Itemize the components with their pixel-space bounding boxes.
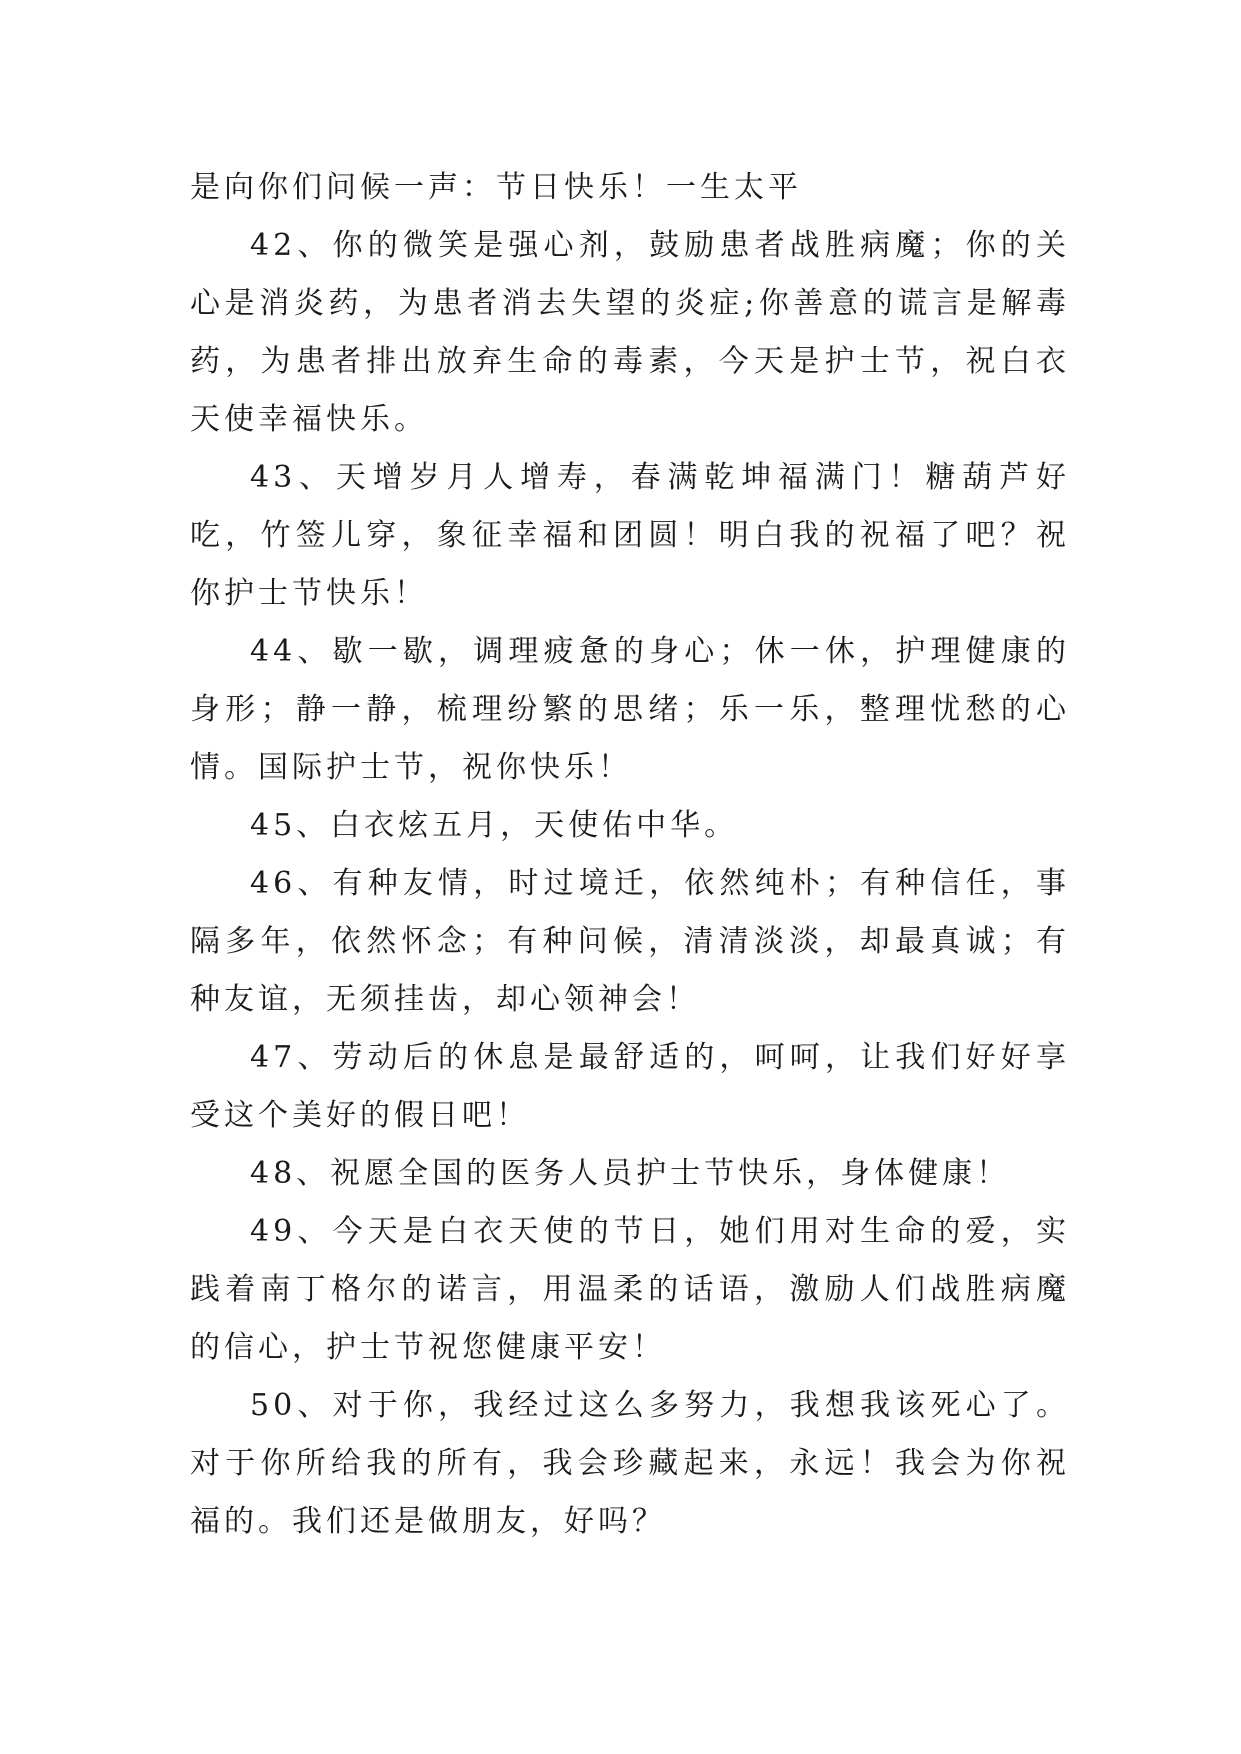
paragraph-47: 47、劳动后的休息是最舒适的，呵呵，让我们好好享受这个美好的假日吧！ bbox=[190, 1040, 1070, 1133]
paragraph-42: 42、你的微笑是强心剂，鼓励患者战胜病魔；你的关心是消炎药，为患者消去失望的炎症;你善意的谎言是解毒药，为患者排出放弃生命的毒素，今天是护士节，祝白衣天使幸福快乐。 bbox=[190, 228, 1070, 437]
paragraph-49: 49、今天是白衣天使的节日，她们用对生命的爱，实践着南丁格尔的诺言，用温柔的话语，激励人们战胜病魔的信心，护士节祝您健康平安！ bbox=[190, 1214, 1070, 1365]
paragraph-50: 50、对于你，我经过这么多努力，我想我该死心了。对于你所给我的所有，我会珍藏起来，永远！我会为你祝福的。我们还是做朋友，好吗？ bbox=[190, 1388, 1070, 1539]
paragraph-continuation: 是向你们问候一声：节日快乐！一生太平 bbox=[190, 170, 802, 205]
paragraph-46: 46、有种友情，时过境迁，依然纯朴；有种信任，事隔多年，依然怀念；有种问候，清清淡淡，却最真诚；有种友谊，无须挂齿，却心领神会！ bbox=[190, 866, 1070, 1017]
paragraph-48: 48、祝愿全国的医务人员护士节快乐，身体健康！ bbox=[250, 1156, 1011, 1191]
document-body bbox=[190, 159, 1070, 1551]
paragraph-44: 44、歇一歇，调理疲惫的身心；休一休，护理健康的身形；静一静，梳理纷繁的思绪；乐一乐，整理忧愁的心情。国际护士节，祝你快乐！ bbox=[190, 634, 1070, 785]
paragraph-43: 43、天增岁月人增寿，春满乾坤福满门！糖葫芦好吃，竹签儿穿，象征幸福和团圆！明白我的祝福了吧？祝你护士节快乐！ bbox=[190, 460, 1070, 611]
paragraph-45: 45、白衣炫五月，天使佑中华。 bbox=[250, 808, 739, 843]
